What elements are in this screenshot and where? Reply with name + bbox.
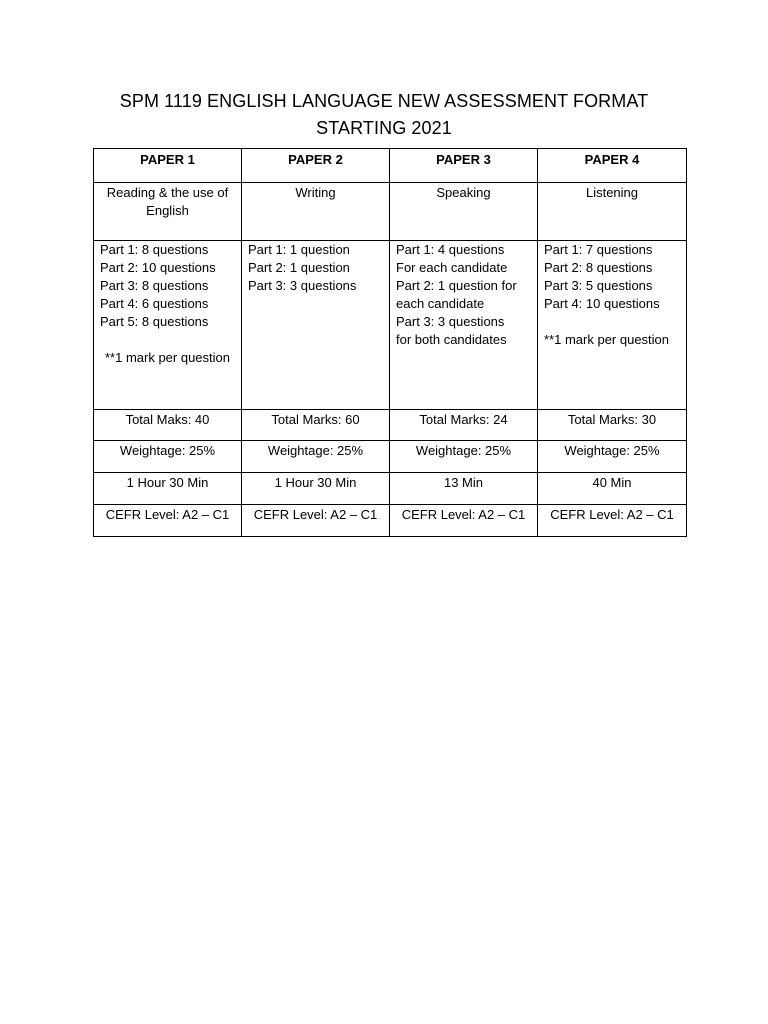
paper-4-weightage: Weightage: 25% [538,441,687,473]
paper-4-mark-note: **1 mark per question [544,332,670,347]
paper-2-duration: 1 Hour 30 Min [242,473,390,505]
paper-3-part-line: each candidate [396,296,485,311]
title-line-2: STARTING 2021 [316,118,452,138]
assessment-format-table [93,148,687,537]
weightage-row [94,441,687,473]
paper-1-name: Reading & the use of English [94,183,242,241]
cefr-level-row [94,505,687,537]
paper-1-total-marks: Total Maks: 40 [94,410,242,441]
paper-4-header: PAPER 4 [538,149,687,183]
paper-4-parts [538,241,687,410]
paper-1-duration: 1 Hour 30 Min [94,473,242,505]
paper-4-name: Listening [538,183,687,241]
paper-3-part-line: for both candidates [396,332,507,347]
paper-4-total-marks: Total Marks: 30 [538,410,687,441]
paper-3-part-line: Part 3: 3 questions [396,314,505,329]
paper-2-part-line: Part 3: 3 questions [248,278,357,293]
paper-4-duration: 40 Min [538,473,687,505]
paper-1-cefr-level: CEFR Level: A2 – C1 [94,505,242,537]
paper-3-header: PAPER 3 [390,149,538,183]
paper-3-parts [390,241,538,410]
paper-3-weightage: Weightage: 25% [390,441,538,473]
paper-3-part-line: Part 1: 4 questions [396,242,505,257]
paper-3-part-line: Part 2: 1 question for [396,278,517,293]
paper-2-part-line: Part 1: 1 question [248,242,350,257]
paper-parts-row [94,241,687,410]
paper-4-part-line: Part 1: 7 questions [544,242,653,257]
table-header-row [94,149,687,183]
paper-1-part-line: Part 4: 6 questions [100,296,209,311]
paper-2-header: PAPER 2 [242,149,390,183]
paper-2-cefr-level: CEFR Level: A2 – C1 [242,505,390,537]
paper-2-name: Writing [242,183,390,241]
paper-1-header: PAPER 1 [94,149,242,183]
paper-3-total-marks: Total Marks: 24 [390,410,538,441]
paper-4-part-line: Part 3: 5 questions [544,278,653,293]
paper-1-parts [94,241,242,410]
paper-4-part-line: Part 2: 8 questions [544,260,653,275]
paper-2-parts [242,241,390,410]
paper-2-total-marks: Total Marks: 60 [242,410,390,441]
paper-3-duration: 13 Min [390,473,538,505]
paper-name-row [94,183,687,241]
paper-1-part-line: Part 1: 8 questions [100,242,209,257]
paper-1-part-line: Part 2: 10 questions [100,260,216,275]
paper-3-cefr-level: CEFR Level: A2 – C1 [390,505,538,537]
paper-1-part-line: Part 5: 8 questions [100,314,209,329]
title-line-1: SPM 1119 ENGLISH LANGUAGE NEW ASSESSMENT FORMAT [119,91,649,111]
paper-3-name: Speaking [390,183,538,241]
paper-3-part-line: For each candidate [396,260,508,275]
paper-1-mark-note: **1 mark per question [104,350,230,365]
paper-1-part-line: Part 3: 8 questions [100,278,209,293]
paper-1-weightage: Weightage: 25% [94,441,242,473]
paper-2-weightage: Weightage: 25% [242,441,390,473]
paper-4-part-line: Part 4: 10 questions [544,296,660,311]
document-title [0,88,768,142]
paper-4-cefr-level: CEFR Level: A2 – C1 [538,505,687,537]
paper-2-part-line: Part 2: 1 question [248,260,350,275]
duration-row [94,473,687,505]
total-marks-row [94,410,687,441]
